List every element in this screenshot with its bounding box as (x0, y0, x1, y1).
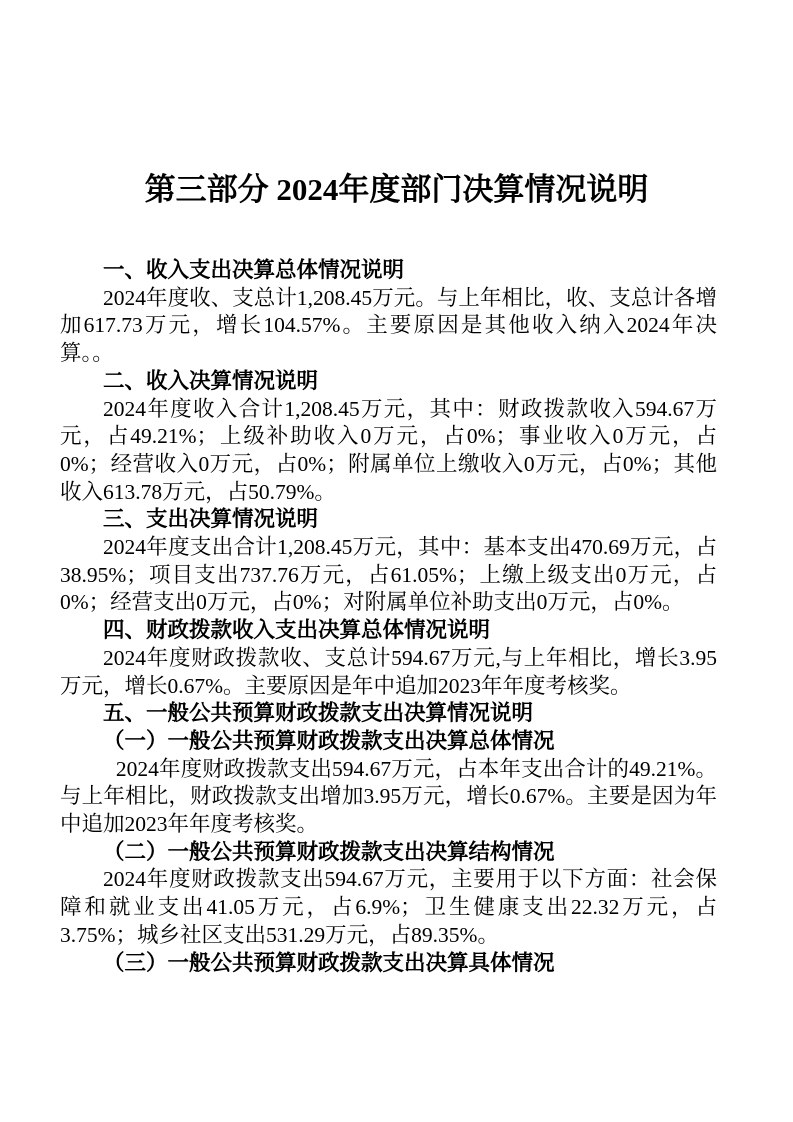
section-3-paragraph: 2024年度支出合计1,208.45万元，其中：基本支出470.69万元，占38.95%；项目支出737.76万元，占61.05%；上缴上级支出0万元，占0%；经营支出0万元，占0%；对附属单位补助支出0万元，占0%。 (60, 535, 717, 615)
section-3-heading: 三、支出决算情况说明 (103, 507, 319, 532)
subsection-5-2-heading: （二）一般公共预算财政拨款支出决算结构情况 (103, 839, 555, 864)
document-body (60, 257, 717, 977)
section-1-paragraph: 2024年度收、支总计1,208.45万元。与上年相比，收、支总计各增加617.73万元，增长104.57%。主要原因是其他收入纳入2024年决算。。 (60, 285, 717, 366)
section-4-paragraph: 2024年度财政拨款收、支总计594.67万元,与上年相比，增长3.95万元，增长0.67%。主要原因是年中追加2023年年度考核奖。 (60, 645, 717, 698)
section-1-heading: 一、收入支出决算总体情况说明 (103, 258, 405, 282)
section-4-heading: 四、财政拨款收入支出决算总体情况说明 (103, 618, 491, 643)
section-2-heading: 二、收入决算情况说明 (103, 368, 319, 393)
subsection-5-2-paragraph: 2024年度财政拨款支出594.67万元，主要用于以下方面：社会保障和就业支出41.05万元，占6.9%；卫生健康支出22.32万元，占3.75%；城乡社区支出531.29万元，占89.35%。 (60, 867, 717, 947)
document-title: 第三部分 2024年度部门决算情况说明 (144, 172, 649, 207)
subsection-5-1-paragraph: 2024年度财政拨款支出594.67万元，占本年支出合计的49.21%。与上年相比，财政拨款支出增加3.95万元，增长0.67%。主要是因为年中追加2023年年度考核奖。 (60, 756, 717, 837)
subsection-5-1-heading: （一）一般公共预算财政拨款支出决算总体情况 (103, 728, 555, 753)
subsection-5-3-heading: （三）一般公共预算财政拨款支出决算具体情况 (103, 950, 555, 975)
section-2-paragraph: 2024年度收入合计1,208.45万元，其中：财政拨款收入594.67万元，占49.21%；上级补助收入0万元，占0%；事业收入0万元，占0%；经营收入0万元，占0%；附属单位上缴收入0万元，占0%；其他收入613.78万元，占50.79%。 (60, 396, 717, 504)
section-5-heading: 五、一般公共预算财政拨款支出决算情况说明 (103, 701, 534, 726)
